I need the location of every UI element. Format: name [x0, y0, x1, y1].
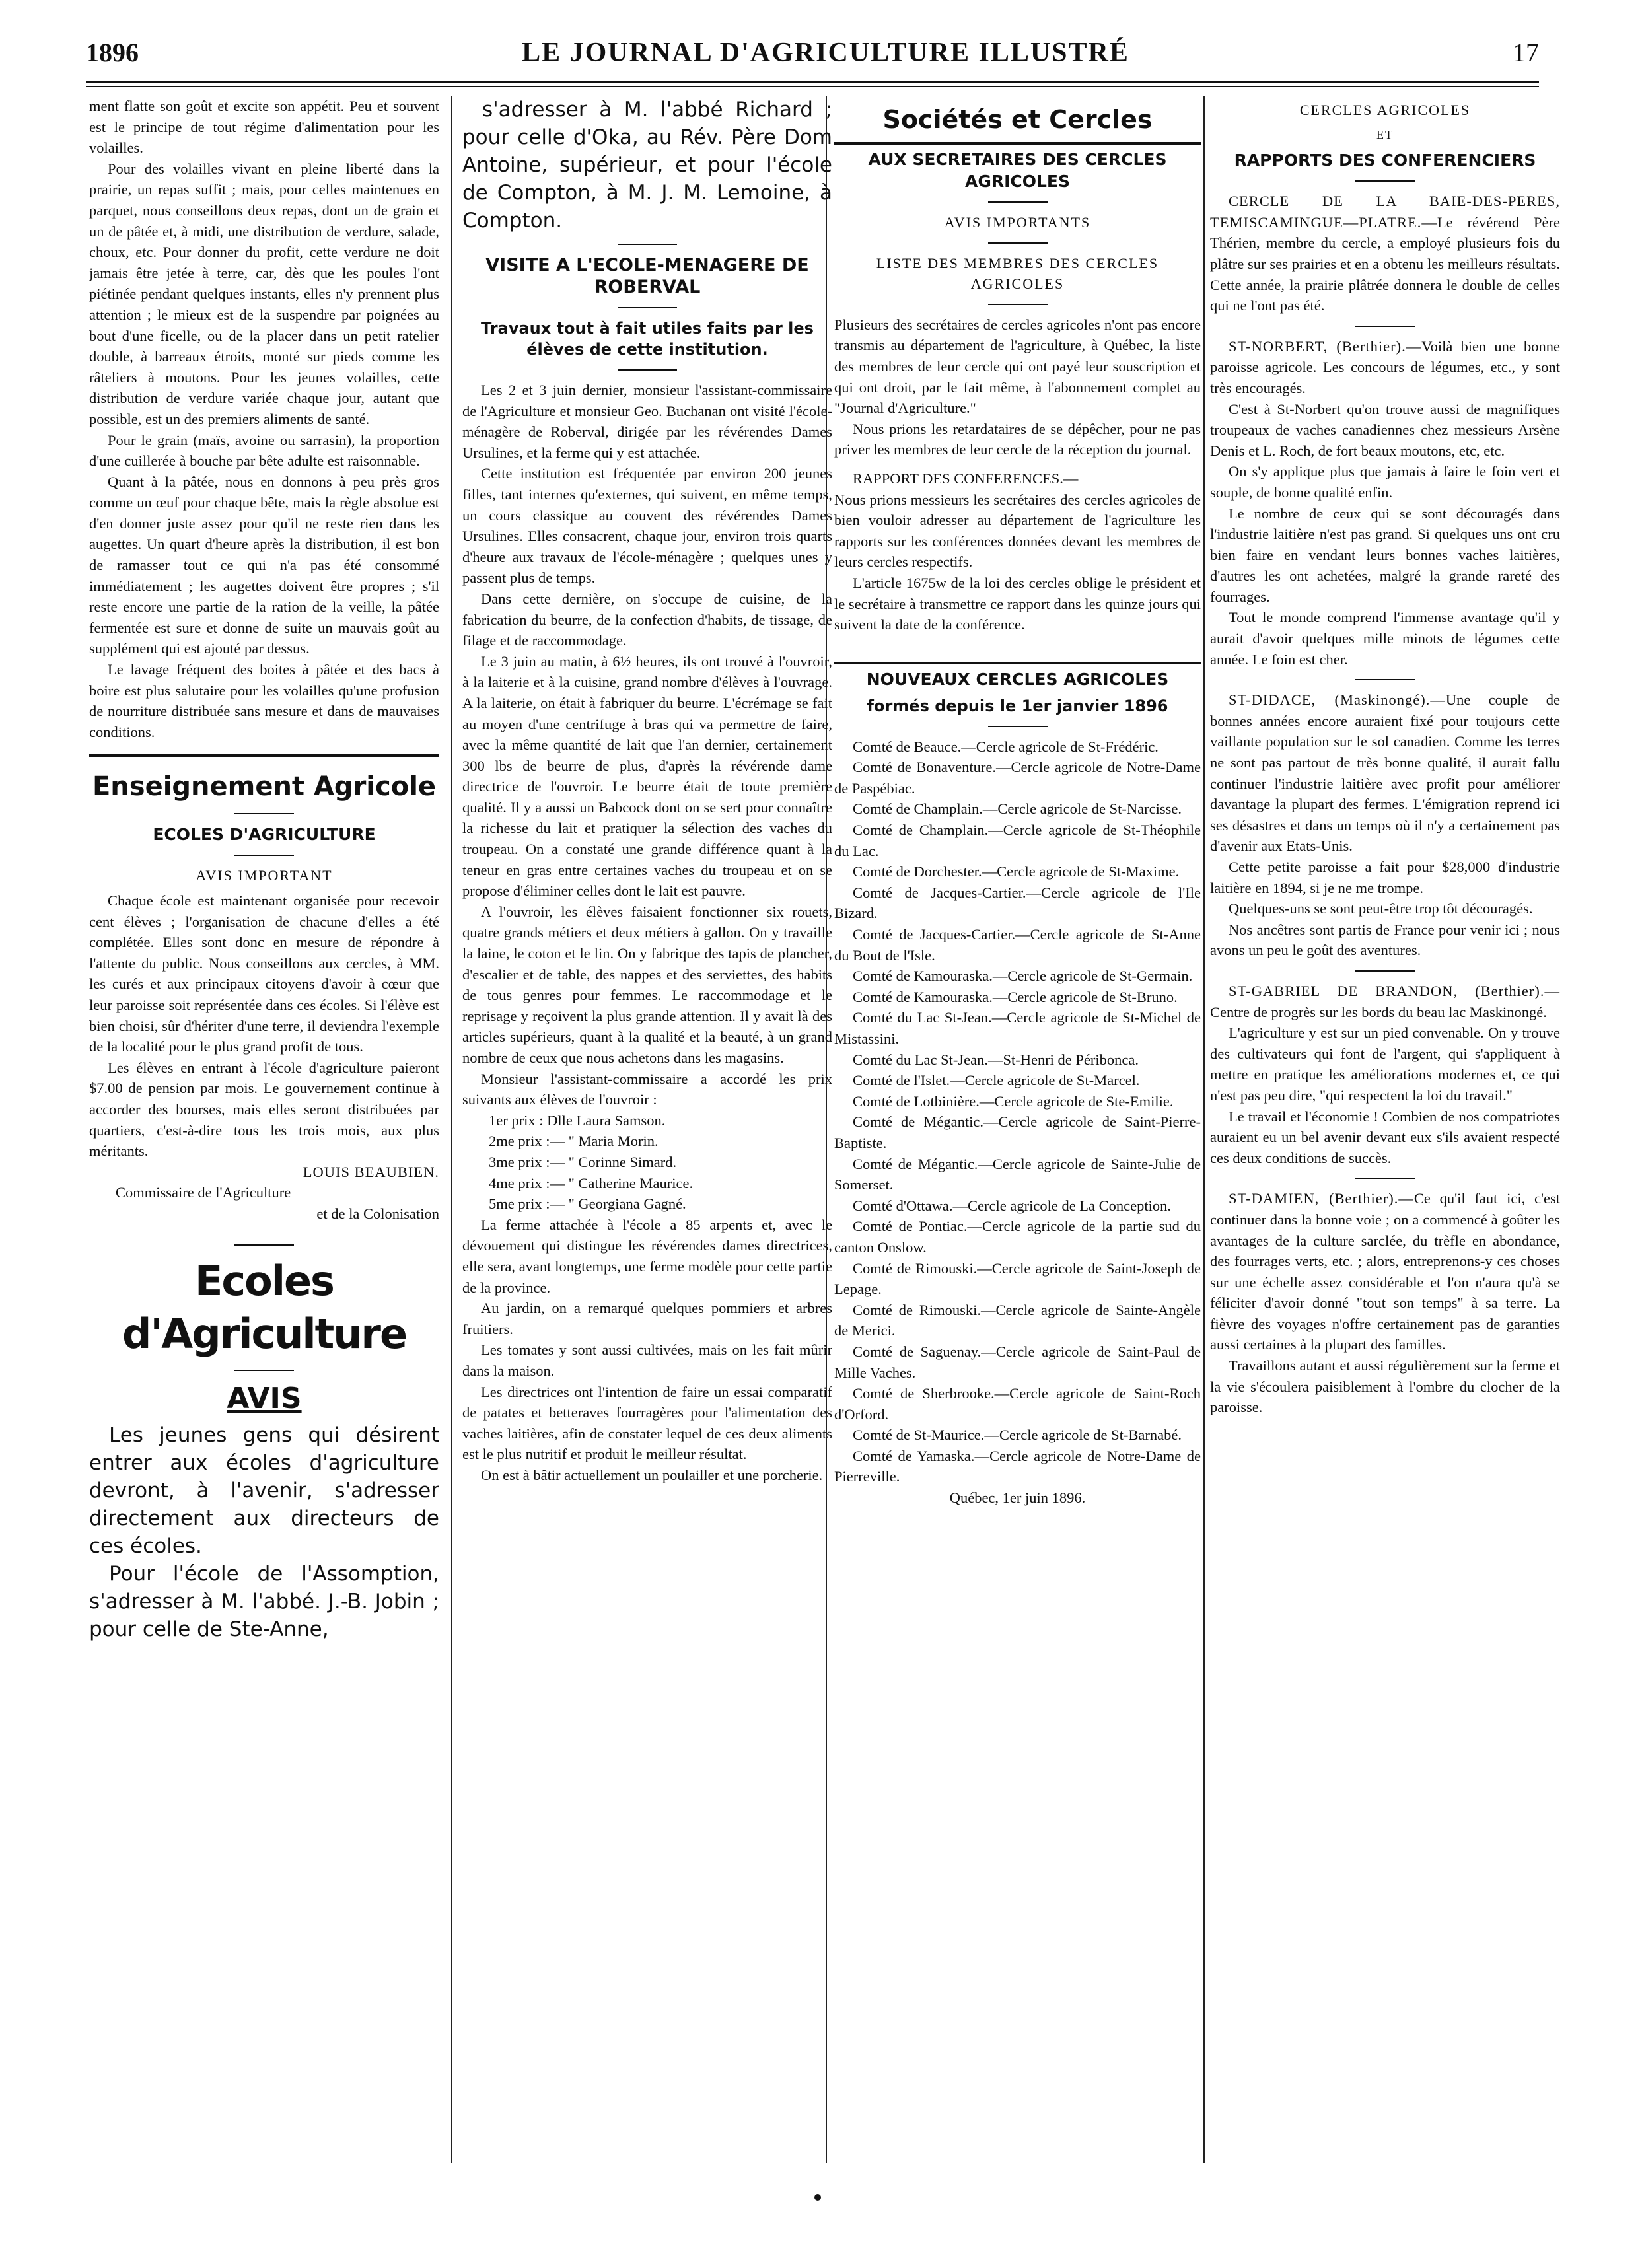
prize-line: 5me prix :— " Georgiana Gagné.: [489, 1195, 686, 1213]
paragraph: Les jeunes gens qui désirent entrer aux écoles d'agriculture devront, à l'avenir, s'adresser directement aux directeurs de ces écoles.: [89, 1423, 439, 1558]
report-text: Une couple de bonnes années encore auraient fixé pour toujours cette vaillante population sur le sol canadien. Comme les terres ne sont pas partout de très bonne qualité, il aurait fallu continuer l'industrie laitière avec profit pour améliorer davantage la plupart des fermes. L'émigration reprend ici ses désastres et dans un temps où il n'y a certainement pas d'avenir aux Etats-Unis.: [1210, 691, 1560, 855]
report-paragraph: [1210, 1022, 1560, 1106]
paragraph: On est à bâtir actuellement un poulailler et une porcherie.: [481, 1466, 823, 1483]
divider: [1355, 326, 1415, 327]
paragraph: L'article 1675w de la loi des cercles oblige le président et le secrétaire à transmettre ce rapport dans les quinze jours qui suivent la date de la conférence.: [834, 574, 1201, 633]
paragraph: Les tomates y sont aussi cultivées, mais on les fait mûrir dans la maison.: [462, 1341, 832, 1379]
cercle-entry: Comté de Jacques-Cartier.—Cercle agricole de l'Ile Bizard.: [834, 884, 1201, 922]
paragraph: Le 3 juin au matin, à 6½ heures, ils ont trouvé à l'ouvroir, à la laiterie et à la cuisine, grand nombre d'élèves à l'ouvrage. A la laiterie, on était à fabriquer du beurre. L'écrémage se fait au moyen d'une centrifuge à bras qui va permettre de faire, avec la même quantité de lait que l'an dernier, certainement 300 lbs de beurre de plus, d'après la révérende dame directrice de l'ouvroir. Le beurre était de toute première qualité. Il y a aussi un Babcock dont on se sert pour connaître la richesse du lait et pratiquer la sélection des vaches du troupeau. On a constaté une grande différence quant à la teneur en gras entre certaines vaches du troupeau et on se propose d'éliminer celles dont le lait est pauvre.: [462, 653, 832, 900]
paragraph: Le lavage fréquent des boites à pâtée et des bacs à boire est plus salutaire pour les volailles qu'une profusion de nourriture distribuée sans mesure et dans de mauvaises conditions.: [89, 661, 439, 740]
cercle-entry: Comté d'Ottawa.—Cercle agricole de La Conception.: [853, 1197, 1172, 1214]
header-rule: [86, 81, 1539, 83]
report-text: Le révérend Père Thérien, membre du cercle, a employé plusieurs fois du plâtre sur ses prairies et en a obtenu les meilleurs résultats. Cette année, la prairie plâtrée donnera le double de celles qui ne l'ont pas été.: [1210, 213, 1560, 314]
column-4: [1210, 96, 1560, 2163]
cercle-entry: Comté de Rimouski.—Cercle agricole de Sainte-Angèle de Merici.: [834, 1301, 1201, 1339]
paragraph: Les 2 et 3 juin dernier, monsieur l'assistant-commissaire de l'Agriculture et monsieur Geo. Buchanan ont visité l'école-ménagère de Roberval, dirigée par les révérendes Dames Ursulines, et la ferme qui y est attachée.: [462, 382, 832, 461]
report-text: Travaillons autant et aussi régulièrement sur la ferme et la vie s'écoulera paisiblement à l'ombre du clocher de la paroisse.: [1210, 1357, 1560, 1416]
heading-ecoles: ECOLES D'AGRICULTURE: [153, 825, 376, 845]
paragraph: Plusieurs des secrétaires de cercles agricoles n'ont pas encore transmis au département de l'agriculture, à Québec, la liste des membres de leur cercle qui ont payé leur souscription et qui ont droit, par le fait même, à l'abonnement complet au "Journal d'Agriculture.": [834, 316, 1201, 417]
report-paragraph: [1210, 857, 1560, 898]
report-paragraph: [1210, 1106, 1560, 1169]
cercle-entry: Comté du Lac St-Jean.—St-Henri de Péribonca.: [853, 1051, 1139, 1068]
column-3: [834, 96, 1201, 2163]
signature-title: Commissaire de l'Agriculture: [116, 1184, 291, 1201]
cercle-entry: Comté de Jacques-Cartier.—Cercle agricole de St-Anne du Bout de l'Isle.: [834, 926, 1201, 964]
column-divider: [1203, 96, 1205, 2163]
divider: [988, 201, 1048, 203]
cercle-entry: Comté de Kamouraska.—Cercle agricole de St-Germain.: [853, 968, 1193, 985]
paragraph: Les élèves en entrant à l'école d'agriculture paieront $7.00 de pension par mois. Le gouvernement continue à accorder des bourses, mais elles seront distribuées par quartiers, c'est-à-dire tous les trois mois, aux plus méritants.: [89, 1059, 439, 1160]
divider: [988, 304, 1048, 305]
paragraph: Chaque école est maintenant organisée pour recevoir cent élèves ; l'organisation de chacune d'elles a été complétée. Elles sont donc en mesure de répondre à l'attente du public. Nous conseillons aux cercles, à MM. les curés et aux principaux citoyens d'avoir à cœur que leur paroisse soit représentée dans ces écoles. Si l'élève est bien choisi, sûr d'hériter d'une terre, il deviendra l'exemple de la localité pour le plus grand profit de tous.: [89, 892, 439, 1055]
cercle-entry: Comté de Lotbinière.—Cercle agricole de Ste-Emilie.: [853, 1092, 1174, 1110]
header-year: 1896: [86, 38, 139, 67]
report-text: C'est à St-Norbert qu'on trouve aussi de magnifiques troupeaux de vaches canadiennes chez messieurs Arsène Denis et L. Roch, de fort beaux moutons, etc, etc.: [1210, 400, 1560, 459]
report-text: Le travail et l'économie ! Combien de nos compatriotes auraient eu un bel avenir devant eux s'ils avaient respecté ces deux conditions de succès.: [1210, 1108, 1560, 1166]
report-paragraph: [1210, 336, 1560, 399]
paragraph: Nous prions messieurs les secrétaires des cercles agricoles de bien vouloir adresser au département de l'agriculture les rapports sur les conférences données devant les membres de leurs cercles respectifs.: [834, 491, 1201, 571]
report-paragraph: [1210, 191, 1560, 316]
divider: [1355, 970, 1415, 972]
heading-visite: VISITE A L'ECOLE-MENAGERE DE ROBERVAL: [485, 255, 809, 297]
heading-formes-depuis: formés depuis le 1er janvier 1896: [867, 696, 1168, 715]
divider: [618, 244, 677, 245]
report-paragraph: [1210, 1188, 1560, 1355]
paragraph: Dans cette dernière, on s'occupe de cuisine, de la fabrication du beurre, de la confection d'habits, de tissage, de filage et de raccommodage.: [462, 590, 832, 649]
cercle-entry: Comté de Beauce.—Cercle agricole de St-Frédéric.: [853, 738, 1159, 755]
divider: [618, 307, 677, 308]
heading-avis: AVIS: [227, 1381, 302, 1415]
heading-avis-importants: AVIS IMPORTANTS: [944, 214, 1091, 230]
column-2: [462, 96, 832, 2163]
report-text: Quelques-uns se sont peut-être trop tôt découragés.: [1229, 900, 1533, 917]
cercle-entry: Comté de Yamaska.—Cercle agricole de Notre-Dame de Pierreville.: [834, 1447, 1201, 1485]
cercle-entry: Comté de Saguenay.—Cercle agricole de Saint-Paul de Mille Vaches.: [834, 1343, 1201, 1381]
dateline: Québec, 1er juin 1896.: [949, 1489, 1086, 1506]
paragraph: Nous prions les retardataires de se dépêcher, pour ne pas priver les membres de leur cercle de la réception du journal.: [834, 420, 1201, 458]
paragraph: La ferme attachée à l'école a 85 arpents et, avec le dévouement qui distingue les révérendes dames directrices, elle sera, avant longtemps, une ferme modèle pour cette partie de la province.: [462, 1216, 832, 1296]
paragraph: Au jardin, on a remarqué quelques pommiers et arbres fruitiers.: [462, 1300, 832, 1337]
cercle-entry: Comté de Dorchester.—Cercle agricole de St-Maxime.: [853, 863, 1180, 880]
cercle-entry: Comté de Mégantic.—Cercle agricole de Sainte-Julie de Somerset.: [834, 1155, 1201, 1193]
signature-title: et de la Colonisation: [316, 1205, 439, 1222]
cercle-entry: Comté de Bonaventure.—Cercle agricole de Notre-Dame de Paspébiac.: [834, 759, 1201, 797]
divider: [618, 369, 677, 371]
paragraph: ment flatte son goût et excite son appétit. Peu et souvent est le principe de tout régime d'alimentation pour les volailles.: [89, 98, 439, 157]
divider: [234, 855, 294, 856]
paragraph: Monsieur l'assistant-commissaire a accordé les prix suivants aux élèves de l'ouvroir :: [462, 1070, 832, 1108]
report-text: Voilà bien une bonne paroisse agricole. Les concours de légumes, etc., y sont très encouragés.: [1210, 337, 1560, 396]
cercle-entry: Comté de l'Islet.—Cercle agricole de St-Marcel.: [853, 1072, 1140, 1089]
report-place: ST-NORBERT, (Berthier).—: [1229, 337, 1422, 355]
report-paragraph: [1210, 981, 1560, 1022]
section-rule: [834, 662, 1201, 664]
cercle-entry: Comté de Champlain.—Cercle agricole de St-Narcisse.: [853, 800, 1182, 818]
paragraph: s'adresser à M. l'abbé Richard ; pour celle d'Oka, au Rév. Père Dom Antoine, supérieur, et pour l'école de Compton, à M. J. M. Lemoine, à Compton.: [462, 98, 832, 232]
heading-liste-membres: LISTE DES MEMBRES DES CERCLES AGRICOLES: [876, 254, 1159, 293]
report-text: Le nombre de ceux qui se sont découragés dans l'industrie laitière n'est pas grand. Si quelques uns ont cru bien faire en vendant leurs bonnes vaches laitières, d'autres les ont achetées, malgré la grande rareté des fourrages.: [1210, 505, 1560, 605]
divider: [1355, 679, 1415, 680]
report-place: ST-DIDACE, (Maskinongé).—: [1229, 691, 1446, 709]
report-text: L'agriculture y est sur un pied convenable. On y trouve des cultivateurs qui font de l'argent, qui s'appliquent à mettre en pratique les améliorations modernes et, ce qui n'est pas peu dire, "qui respectent la loi du travail.": [1210, 1024, 1560, 1104]
column-divider: [451, 96, 452, 2163]
paragraph: Pour l'école de l'Assomption, s'adresser à M. l'abbé. J.-B. Jobin ; pour celle de Ste-Anne,: [89, 1561, 439, 1641]
report-place: ST-DAMIEN, (Berthier).—: [1229, 1190, 1414, 1207]
notice-continuation: [462, 96, 832, 234]
report-text: Tout le monde comprend l'immense avantage qu'il y aurait d'avoir quelques mille minots de légumes cette année. Le foin est cher.: [1210, 609, 1560, 668]
report-text: Centre de progrès sur les bords du beau lac Maskinongé.: [1210, 1003, 1547, 1020]
divider: [234, 1370, 294, 1371]
cercle-entry: Comté de Kamouraska.—Cercle agricole de St-Bruno.: [853, 988, 1178, 1005]
header-rule-thin: [86, 86, 1539, 87]
cercle-entry: Comté de Pontiac.—Cercle agricole de la partie sud du canton Onslow.: [834, 1218, 1201, 1256]
report-text: On s'y applique plus que jamais à faire le foin vert et souple, de bonne qualité enfin.: [1210, 463, 1560, 501]
report-paragraph: [1210, 898, 1560, 919]
report-paragraph: [1210, 690, 1560, 857]
divider: [1355, 1178, 1415, 1179]
paragraph: Quant à la pâtée, nous en donnons à peu près gros comme un œuf pour chaque bête, mais la règle absolue est d'en donner juste assez pour qu'il ne reste rien dans les augettes. Un quart d'heure après la distribution, il est bon de ramasser tout ce qui n'a pas été consommé immédiatement ; les augettes doivent être propres ; s'il reste encore une partie de la ration de la veille, la pâtée fermentée est sure et donne de suite un mauvais goût au supplément qui est ajouté par dessus.: [89, 473, 439, 657]
header-page-number: 17: [1512, 38, 1539, 67]
paragraph: Pour le grain (maïs, avoine ou sarrasin), la proportion d'une cuillerée à bouche par bête adulte est raisonnable.: [89, 431, 439, 470]
section-rule: [834, 142, 1201, 145]
divider: [234, 813, 294, 814]
report-text: Cette petite paroisse a fait pour $28,000 d'industrie laitière en 1894, si je ne me trompe.: [1210, 859, 1560, 896]
prize-line: 4me prix :— " Catherine Maurice.: [489, 1174, 694, 1191]
report-place: ST-GABRIEL DE BRANDON, (Berthier).—: [1229, 982, 1560, 999]
report-paragraph: [1210, 607, 1560, 670]
paragraph: Cette institution est fréquentée par environ 200 jeunes filles, tant internes qu'externes, qui suivent, en même temps, un cours classique au couvent des révérendes Dames Ursulines. Elles consacrent, chaque jour, environ trois quarts d'heure aux travaux de l'école-ménagère ; quelques unes y passent plus de temps.: [462, 465, 832, 586]
paragraph: A l'ouvroir, les élèves faisaient fonctionner six rouets, quatre grands métiers et deux métiers à gallon. On y travaille la laine, le coton et le lin. On y fabrique des tapis de plancher, d'escalier et de table, des nappes et des serviettes, des habits de tous genres pour femmes. Le raccommodage et le reprisage y reçoivent la plus grande attention. Il y avait là des articles supérieurs, quant à la qualité et la beauté, à un grand nombre de ceux que nous achetons dans les magasins.: [462, 903, 832, 1066]
section-title-enseignement: Enseignement Agricole: [92, 771, 437, 802]
cercle-entry: Comté de St-Maurice.—Cercle agricole de St-Barnabé.: [853, 1427, 1182, 1444]
heading-rapports-conferenciers: RAPPORTS DES CONFERENCIERS: [1234, 151, 1536, 170]
cercle-entry: Comté de Champlain.—Cercle agricole de St-Théophile du Lac.: [834, 822, 1201, 859]
report-paragraph: [1210, 919, 1560, 961]
rapport-heading: RAPPORT DES CONFERENCES.—: [853, 470, 1079, 487]
report-place: CERCLE DE LA BAIE-DES-PERES, TEMISCAMINGUE—PLATRE.—: [1210, 193, 1560, 230]
report-paragraph: [1210, 1355, 1560, 1418]
heading-avis-important: AVIS IMPORTANT: [196, 867, 333, 884]
title-ecoles-agriculture: Ecoles d'Agriculture: [122, 1256, 407, 1358]
cercle-entry: Comté de Sherbrooke.—Cercle agricole de Saint-Roch d'Orford.: [834, 1385, 1201, 1423]
signature-name: LOUIS BEAUBIEN.: [303, 1163, 439, 1180]
heading-cercles-agricoles: CERCLES AGRICOLES: [1299, 102, 1471, 118]
page-header: [86, 37, 1539, 77]
heading-nouveaux-cercles: NOUVEAUX CERCLES AGRICOLES: [866, 669, 1169, 689]
cercle-entry: Comté du Lac St-Jean.—Cercle agricole de St-Michel de Mistassini.: [834, 1009, 1201, 1047]
divider: [234, 1244, 294, 1246]
cercles-list: [834, 736, 1201, 1487]
section-rule: [89, 754, 439, 757]
paragraph: Les directrices ont l'intention de faire un essai comparatif de patates et betteraves fourragères pour l'alimentation des vaches laitières, afin de constater lequel de ces deux aliments est le plus nutritif et produit le meilleur résultat.: [462, 1383, 832, 1463]
divider: [988, 726, 1048, 727]
report-text: Nos ancêtres sont partis de France pour venir ici ; nous avons un peu le goût des aventures.: [1210, 921, 1560, 959]
report-paragraph: [1210, 399, 1560, 462]
cercle-entry: Comté de Mégantic.—Cercle agricole de Saint-Pierre-Baptiste.: [834, 1114, 1201, 1151]
heading-aux-secretaires: AUX SECRETAIRES DES CERCLES AGRICOLES: [868, 150, 1167, 191]
heading-et: ET: [1376, 127, 1394, 141]
report-paragraph: [1210, 461, 1560, 503]
column-1: [89, 96, 439, 2163]
prize-line: 1er prix : Dlle Laura Samson.: [489, 1112, 666, 1129]
header-title: LE JOURNAL D'AGRICULTURE ILLUSTRÉ: [522, 38, 1129, 68]
heading-travaux: Travaux tout à fait utiles faits par les élèves de cette institution.: [481, 319, 814, 359]
notice-body: [89, 1421, 439, 1643]
report-paragraph: [1210, 503, 1560, 608]
prize-line: 3me prix :— " Corinne Simard.: [489, 1153, 677, 1170]
paragraph: Pour des volailles vivant en pleine liberté dans la prairie, un repas suffit ; mais, pour celles maintenues en parquet, nous conseillons deux repas, dont un de grain et un de pâtée et, à midi, une distribution de verdure, salade, choux, etc. Pour donner du profit, cette verdure ne doit jamais être jetée à terre, car, dès que les poules l'ont piétinée pendant quelques instants, elles n'y prennent plus attention ; le mieux est de la suspendre par poignées au bout d'une ficelle, ou de la placer dans un petit ratelier double, à barreaux étroits, monté sur pieds comme les râteliers à moutons. Pour les jeunes volailles, cette distribution de verdure variée chaque jour, autant que possible, est un des premiers aliments de santé.: [89, 160, 439, 427]
cercle-entry: Comté de Rimouski.—Cercle agricole de Saint-Joseph de Lepage.: [834, 1259, 1201, 1298]
section-title-societes: Sociétés et Cercles: [882, 105, 1153, 134]
prize-line: 2me prix :— " Maria Morin.: [489, 1133, 659, 1150]
divider: [1355, 180, 1415, 182]
report-text: Ce qu'il faut ici, c'est continuer dans la bonne voie ; on a commencé à goûter les avantages de la culture sarclée, du trèfle en abondance, des fourrages verts, etc. ; alors, entreprenons-y ces choses sur une échelle assez considérable et l'on n'aura qu'à se féliciter d'avoir donné "tout son temps" à sa terre. La fièvre des voyages n'offre certainement pas de garanties aussi certaines à la plupart des familles.: [1210, 1190, 1560, 1353]
divider: [988, 242, 1048, 244]
page-ornament: [814, 2194, 821, 2201]
conference-reports: [1210, 191, 1560, 1418]
